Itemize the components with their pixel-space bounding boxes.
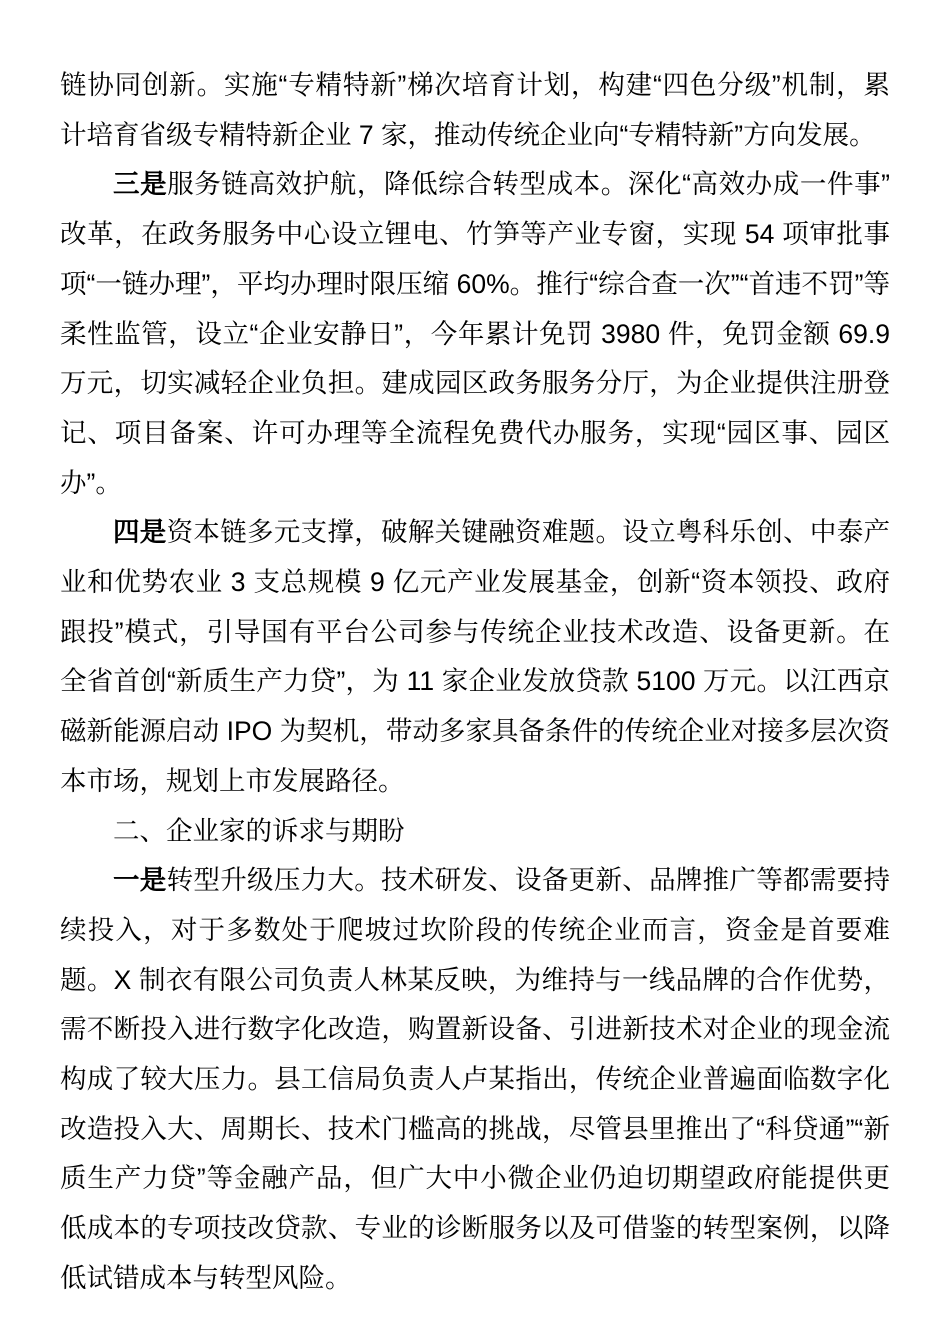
- heading-section-two-entrepreneur-demands: [60, 807, 890, 857]
- document-body: [60, 61, 890, 1304]
- bold-text-run: 一是: [113, 865, 167, 896]
- para-point-one-transformation-pressure: [60, 856, 890, 1303]
- para-continuation-chain-innovation: [60, 61, 890, 160]
- text-run: 资本链多元支撑，破解关键融资难题。设立粤科乐创、中泰产业和优势农业 3 支总规模 9 亿元产业发展基金，创新“资本领投、政府跟投”模式，引导国有平台公司参与传统企业技术改造、设备更新。在全省首创“新质生产力贷”，为 11 家企业发放贷款 5100 万元。以江西京磁新能源启动 IPO 为契机，带动多家具备条件的传统企业对接多层次资本市场，规划上市发展路径。: [60, 517, 891, 796]
- bold-text-run: 三是: [113, 169, 168, 200]
- text-run: 转型升级压力大。技术研发、设备更新、品牌推广等都需要持续投入，对于多数处于爬坡过坎阶段的传统企业而言，资金是首要难题。X 制衣有限公司负责人林某反映，为维持与一线品牌的合作优势，需不断投入进行数字化改造，购置新设备、引进新技术对企业的现金流构成了较大压力。县工信局负责人卢某指出，传统企业普遍面临数字化改造投入大、周期长、技术门槛高的挑战，尽管县里推出了“科贷通”“新质生产力贷”等金融产品，但广大中小微企业仍迫切期望政府能提供更低成本的专项技改贷款、专业的诊断服务以及可借鉴的转型案例，以降低试错成本与转型风险。: [60, 865, 891, 1293]
- text-run: 链协同创新。实施“专精特新”梯次培育计划，构建“四色分级”机制，累计培育省级专精特新企业 7 家，推动传统企业向“专精特新”方向发展。: [60, 70, 890, 150]
- text-run: 服务链高效护航，降低综合转型成本。深化“高效办成一件事”改革，在政务服务中心设立锂电、竹笋等产业专窗，实现 54 项审批事项“一链办理”，平均办理时限压缩 60%。推行“综合查一次”“首违不罚”等柔性监管，设立“企业安静日”，今年累计免罚 3980 件，免罚金额 69.9 万元，切实减轻企业负担。建成园区政务服务分厅，为企业提供注册登记、项目备案、许可办理等全流程免费代办服务，实现“园区事、园区办”。: [60, 169, 890, 498]
- text-run: 二、企业家的诉求与期盼: [113, 815, 405, 846]
- para-point-three-service-chain: [60, 160, 890, 508]
- bold-text-run: 四是: [113, 517, 167, 548]
- para-point-four-capital-chain: [60, 508, 890, 806]
